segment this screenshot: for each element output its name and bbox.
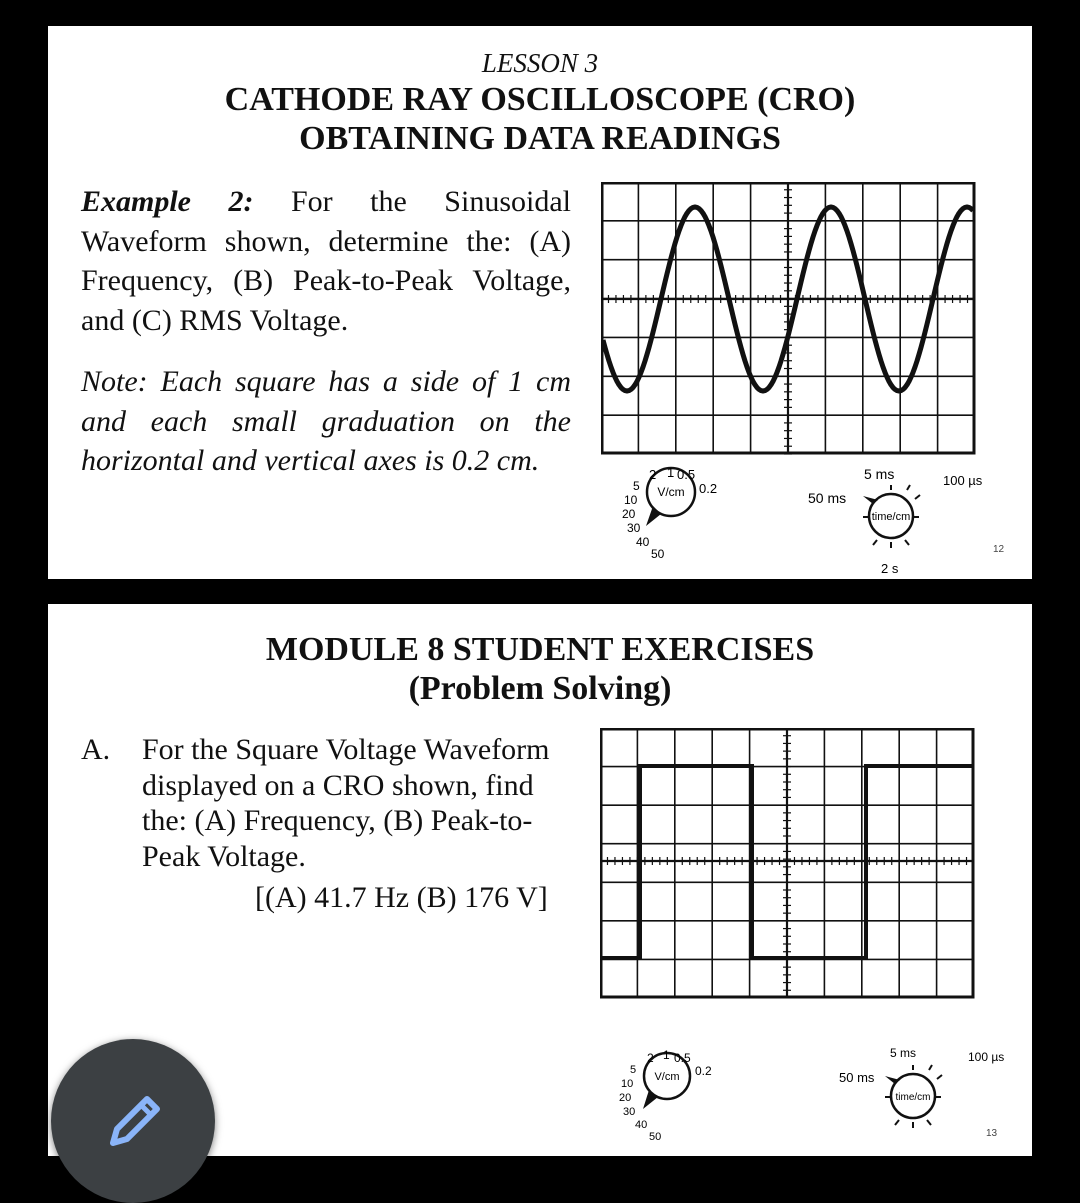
volts-tick-2: 2 bbox=[649, 467, 657, 482]
slide-title-line2: OBTAINING DATA READINGS bbox=[299, 120, 781, 157]
volts-tick-5: 5 bbox=[630, 1064, 637, 1076]
volts-tick-5: 5 bbox=[633, 479, 640, 493]
example-paragraph bbox=[81, 182, 571, 340]
volts-tick-0-5: 0.5 bbox=[677, 467, 696, 482]
slide-title-line2: (Problem Solving) bbox=[408, 670, 672, 707]
time-per-cm-knob[interactable] bbox=[839, 1046, 1004, 1128]
volts-knob-label: V/cm bbox=[654, 1071, 680, 1083]
volts-tick-50: 50 bbox=[649, 1131, 662, 1143]
time-tick-50ms: 50 ms bbox=[839, 1070, 875, 1085]
sine-waveform-graticule bbox=[601, 182, 981, 462]
time-tick-50ms: 50 ms bbox=[808, 490, 847, 506]
time-tick-100us: 100 µs bbox=[968, 1050, 1005, 1064]
volts-tick-10: 10 bbox=[624, 493, 638, 507]
example-text: For the Sinusoidal Waveform shown, determine the: (A) Frequency, (B) Peak-to-Peak Voltage, and (C) RMS Voltage. bbox=[81, 185, 571, 337]
volts-tick-0-2: 0.2 bbox=[699, 481, 718, 496]
time-tick-100us: 100 µs bbox=[943, 473, 983, 488]
volts-tick-1: 1 bbox=[667, 465, 675, 480]
volts-tick-30: 30 bbox=[627, 521, 641, 535]
slide-title-line1: CATHODE RAY OSCILLOSCOPE (CRO) bbox=[224, 81, 856, 118]
page-number: 12 bbox=[993, 544, 1005, 555]
square-waveform-graticule bbox=[600, 728, 976, 1000]
volts-tick-20: 20 bbox=[619, 1092, 632, 1104]
volts-tick-2: 2 bbox=[647, 1051, 654, 1065]
time-tick-5ms: 5 ms bbox=[864, 466, 895, 482]
volts-tick-20: 20 bbox=[622, 507, 636, 521]
time-knob-label: time/cm bbox=[895, 1092, 931, 1103]
page-number: 13 bbox=[986, 1128, 998, 1139]
example-label: Example 2: bbox=[81, 185, 254, 218]
volts-tick-30: 30 bbox=[623, 1106, 636, 1118]
lesson-label: LESSON 3 bbox=[481, 48, 599, 78]
time-knob-label: time/cm bbox=[871, 511, 911, 523]
volts-per-cm-knob[interactable] bbox=[619, 1048, 712, 1143]
volts-tick-0-2: 0.2 bbox=[695, 1064, 712, 1078]
time-tick-2s: 2 s bbox=[881, 561, 899, 574]
slide-title-line1: MODULE 8 STUDENT EXERCISES bbox=[265, 631, 815, 668]
volts-per-cm-knob[interactable] bbox=[622, 465, 717, 561]
volts-knob-label: V/cm bbox=[657, 485, 685, 499]
control-knobs bbox=[601, 434, 1021, 574]
item-marker: A. bbox=[81, 733, 111, 766]
volts-tick-40: 40 bbox=[636, 535, 650, 549]
volts-tick-10: 10 bbox=[621, 1078, 634, 1090]
volts-tick-0-5: 0.5 bbox=[674, 1051, 691, 1065]
slide-lesson-3 bbox=[48, 26, 1032, 579]
note-paragraph: Note: Each square has a side of 1 cm and each small graduation on the horizontal and vertical axes is 0.2 cm. bbox=[81, 365, 571, 477]
pencil-icon bbox=[103, 1089, 167, 1153]
exercise-answer: [(A) 41.7 Hz (B) 176 V] bbox=[255, 881, 548, 914]
exercise-text: For the Square Voltage Waveform displayed on a CRO shown, find the: (A) Frequency, (B) Peak-to-Peak Voltage. bbox=[142, 733, 550, 873]
time-per-cm-knob[interactable] bbox=[808, 466, 983, 574]
time-tick-5ms: 5 ms bbox=[890, 1046, 917, 1060]
control-knobs bbox=[601, 1014, 1021, 1154]
volts-tick-1: 1 bbox=[663, 1048, 670, 1062]
edit-button[interactable] bbox=[51, 1039, 215, 1203]
volts-tick-40: 40 bbox=[635, 1119, 648, 1131]
volts-tick-50: 50 bbox=[651, 547, 665, 561]
